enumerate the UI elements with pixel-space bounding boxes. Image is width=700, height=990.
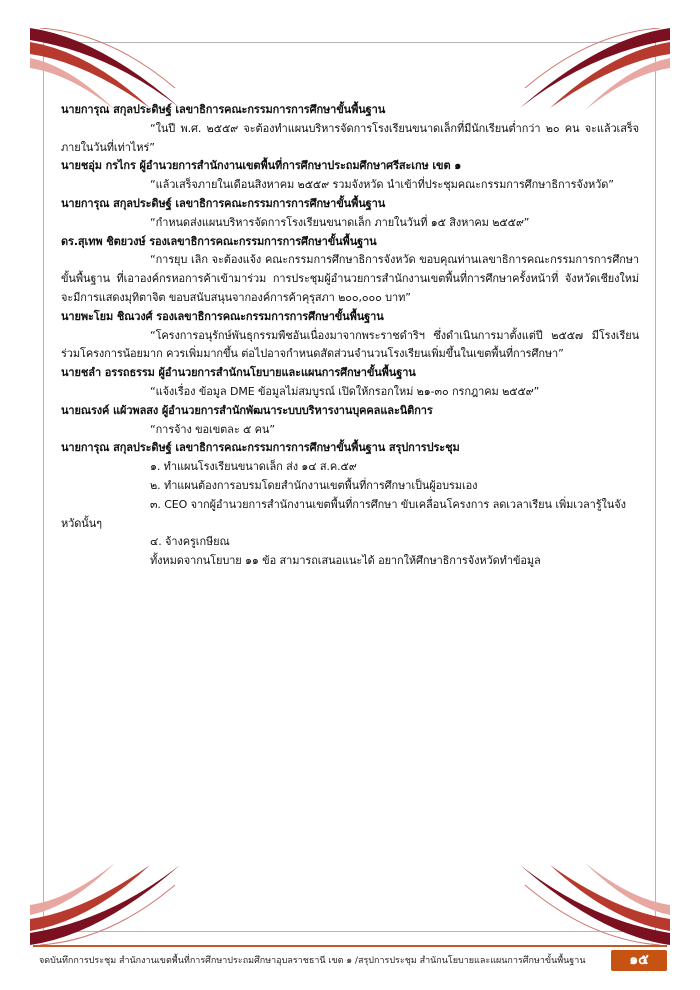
corner-ribbon-bottom-left <box>30 855 180 945</box>
speaker-line: นายชอุ่ม กรไกร ผู้อำนวยการสำนักงานเขตพื้นที่การศึกษาประถมศึกษาศรีสะเกษ เขต ๑ <box>61 159 462 173</box>
speaker-statement: “แจ้งเรื่อง ข้อมูล DME ข้อมูลไม่สมบูรณ์ เปิดให้กรอกใหม่ ๒๑-๓๐ กรกฎาคม ๒๕๕๙” <box>150 384 540 398</box>
page-footer <box>33 945 667 971</box>
page-number-badge: ๑๕ <box>611 950 667 971</box>
speaker-line: นายพะโยม ชิณวงศ์ รองเลขาธิการคณะกรรมการการศึกษาขั้นพื้นฐาน <box>61 309 384 323</box>
summary-item: ๓. CEO จากผู้อำนวยการสำนักงานเขตพื้นที่การศึกษา ขับเคลื่อนโครงการ ลดเวลาเรียน เพิ่มเวลารู้ในจังหวัดนั้นๆ <box>61 497 626 530</box>
speaker-line: นายการุณ สกุลประดิษฐ์ เลขาธิการคณะกรรมการการศึกษาขั้นพื้นฐาน <box>61 196 386 210</box>
speaker-line: นายชลำ อรรถธรรม ผู้อำนวยการสำนักนโยบายและแผนการศึกษาขั้นพื้นฐาน <box>61 366 416 380</box>
summary-item: ๒. ทำแผนต้องการอบรมโดยสำนักงานเขตพื้นที่การศึกษาเป็นผู้อบรมเอง <box>150 478 478 492</box>
speaker-statement: “กำหนดส่งแผนบริหารจัดการโรงเรียนขนาดเล็ก ภายในวันที่ ๑๕ สิงหาคม ๒๕๕๙” <box>150 215 530 229</box>
speaker-statement: “โครงการอนุรักษ์พันธุกรรมพืชอันเนื่องมาจากพระราชดำริฯ ซึ่งดำเนินการมาตั้งแต่ปี ๒๕๕๗ มีโรงเรียนร่วมโครงการน้อยมาก ควรเพิ่มมากขึ้น ต่อไปอาจกำหนดสัดส่วนจำนวนโรงเรียนเพิ่มขึ้นในเขตพื้นที่การศึกษา” <box>61 328 639 361</box>
speaker-line: นายการุณ สกุลประดิษฐ์ เลขาธิการคณะกรรมการการศึกษาขั้นพื้นฐาน สรุปการประชุม <box>61 441 460 455</box>
footer-text: จดบันทึกการประชุม สำนักงานเขตพื้นที่การศึกษาประถมศึกษาอุบลราชธานี เขต ๑ /สรุปการประชุม สำนักนโยบายและแผนการศึกษาขั้นพื้นฐาน <box>39 956 586 966</box>
meeting-minutes-body <box>61 101 639 571</box>
corner-ribbon-bottom-right <box>520 855 670 945</box>
speaker-line: นายณรงค์ แผ้วพลสง ผู้อำนวยการสำนักพัฒนาระบบบริหารงานบุคคลและนิติการ <box>61 403 433 417</box>
speaker-statement: “ในปี พ.ศ. ๒๕๕๙ จะต้องทำแผนบริหารจัดการโรงเรียนขนาดเล็กที่มีนักเรียนต่ำกว่า ๒๐ คน จะแล้วเสร็จภายในวันที่เท่าไหร่” <box>61 121 639 154</box>
speaker-statement: “การจ้าง ขอเขตละ ๕ คน” <box>150 422 275 436</box>
speaker-statement: “การยุบ เลิก จะต้องแจ้ง คณะกรรมการศึกษาธิการจังหวัด ขอบคุณท่านเลขาธิการคณะกรรมการการศึกษาขั้นพื้นฐาน ที่เอาองค์กรหอการค้าเข้ามาร่วม การประชุมผู้อำนวยการสำนักงานเขตพื้นที่การศึกษาครั้งหน้าที่ จังหวัดเชียงใหม่ จะมีการแสดงมุทิตาจิต ขอบสนับสนุนจากองค์การค้าคุรุสภา ๒๐๐,๐๐๐ บาท” <box>61 253 639 304</box>
speaker-statement: “แล้วเสร็จภายในเดือนสิงหาคม ๒๕๕๙ รวมจังหวัด นำเข้าที่ประชุมคณะกรรมการศึกษาธิการจังหวัด” <box>150 178 614 192</box>
summary-note: ทั้งหมดจากนโยบาย ๑๑ ข้อ สามารถเสนอแนะได้ อยากให้ศึกษาธิการจังหวัดทำข้อมูล <box>150 554 541 568</box>
summary-item: ๔. จ้างครูเกษียณ <box>150 535 230 549</box>
summary-item: ๑. ทำแผนโรงเรียนขนาดเล็ก ส่ง ๑๔ ส.ค.๕๙ <box>150 460 357 474</box>
speaker-line: ดร.สุเทพ ชิตยวงษ์ รองเลขาธิการคณะกรรมการการศึกษาขั้นพื้นฐาน <box>61 234 377 248</box>
speaker-line: นายการุณ สกุลประดิษฐ์ เลขาธิการคณะกรรมการการศึกษาขั้นพื้นฐาน <box>61 103 386 116</box>
